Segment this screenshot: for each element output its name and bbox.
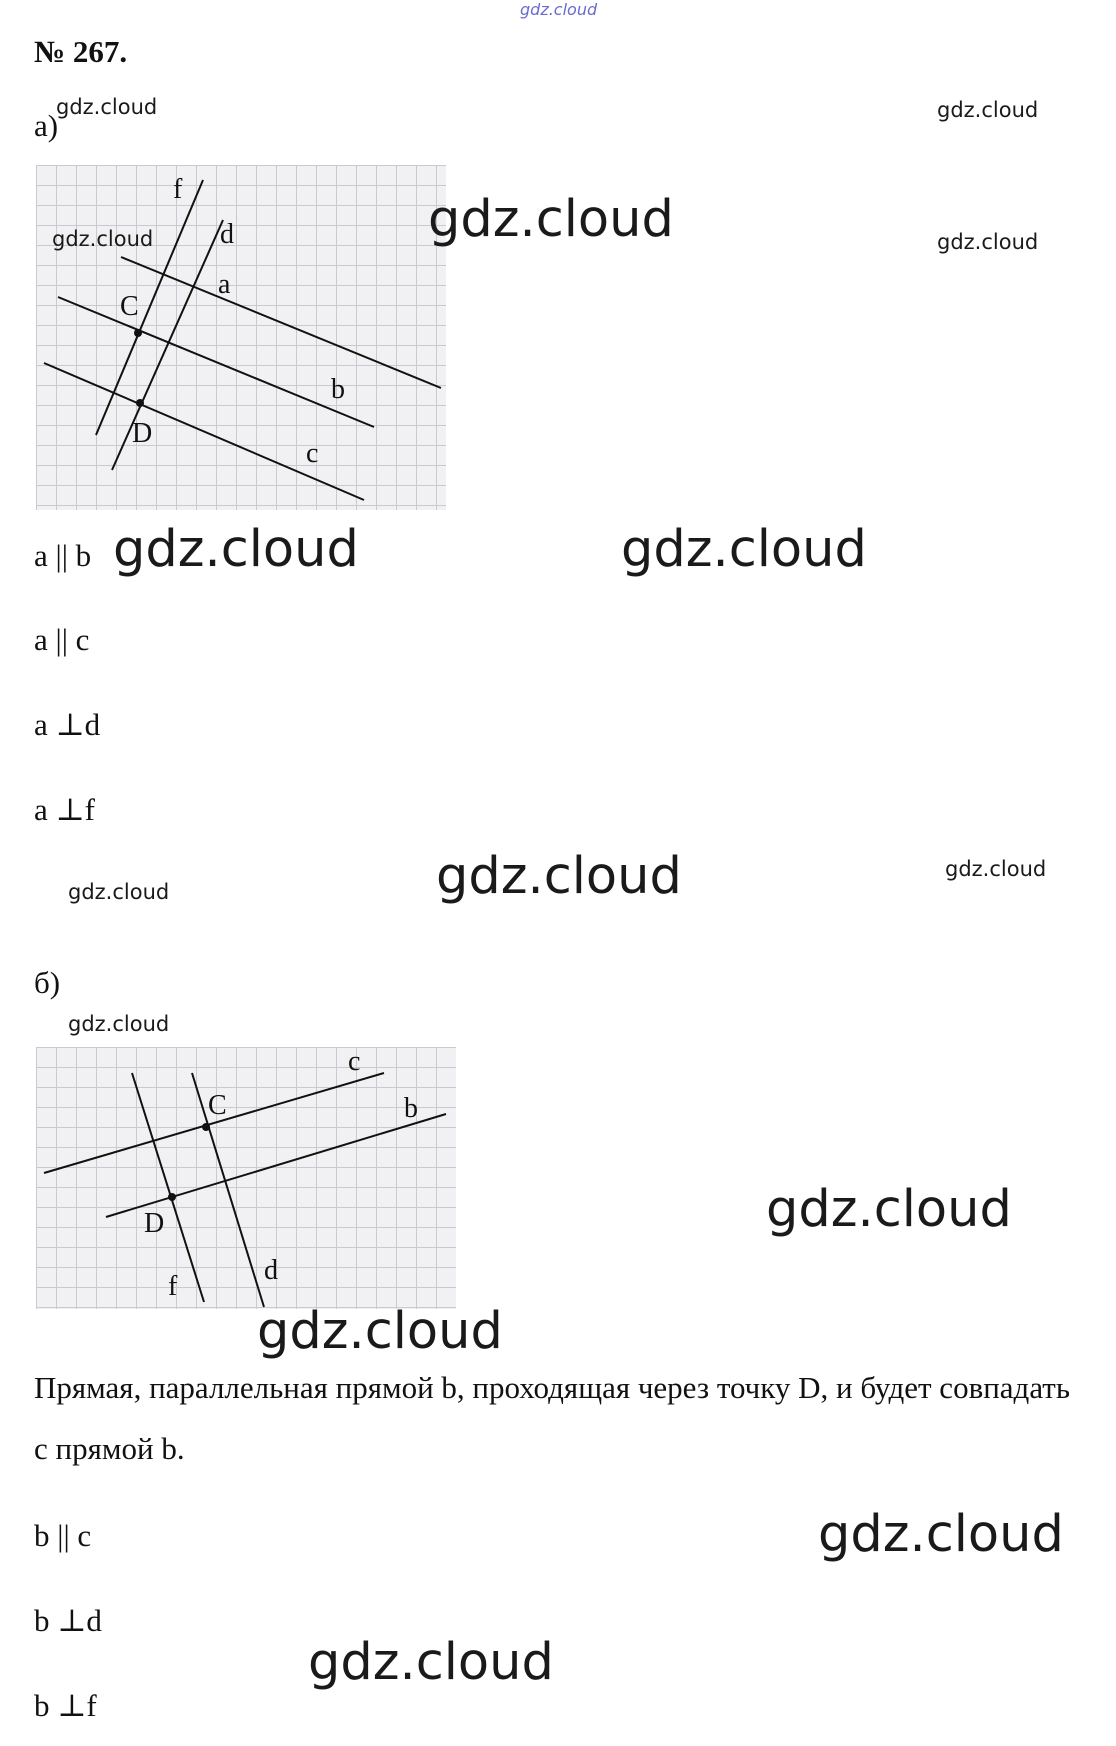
line-c (44, 363, 364, 500)
label-point-d: D (144, 1208, 165, 1239)
statement-a-4: a ⊥f (34, 792, 95, 827)
label-c: c (306, 438, 319, 469)
line-f (96, 180, 203, 435)
statement-b-2: b ⊥d (34, 1603, 102, 1638)
watermark: gdz.cloud (945, 857, 1047, 881)
watermark: gdz.cloud (937, 98, 1039, 122)
watermark: gdz.cloud (621, 520, 867, 579)
line-c (44, 1073, 384, 1173)
part-b-label: б) (34, 965, 61, 1000)
statement-b-3: b ⊥f (34, 1688, 97, 1723)
point-c (202, 1123, 210, 1131)
part-a-label: а) (34, 108, 59, 143)
label-point-d: D (132, 418, 153, 449)
watermark: gdz.cloud (937, 230, 1039, 254)
label-point-c: C (208, 1090, 227, 1121)
watermark: gdz.cloud (68, 1012, 170, 1036)
figure-b (36, 1047, 456, 1309)
paragraph-b: Прямая, параллельная прямой b, проходящая через точку D, и будет совпадать с прямой b. (34, 1370, 1070, 1466)
watermark: gdz.cloud (308, 1633, 554, 1692)
label-d: d (264, 1255, 278, 1286)
watermark: gdz.cloud (56, 95, 158, 119)
figure-b-drawing (36, 1047, 456, 1309)
point-d (168, 1193, 176, 1201)
label-f: f (173, 174, 183, 205)
watermark: gdz.cloud (818, 1505, 1064, 1564)
watermark: gdz.cloud (436, 847, 682, 906)
watermark: gdz.cloud (68, 880, 170, 904)
label-d: d (220, 219, 234, 250)
figure-a (36, 165, 446, 510)
watermark: gdz.cloud (257, 1302, 503, 1361)
point-c (134, 329, 142, 337)
statement-a-3: a ⊥d (34, 707, 101, 742)
label-b: b (404, 1093, 418, 1124)
watermark: gdz.cloud (428, 190, 674, 249)
statement-a-1: a || b (34, 538, 92, 573)
statement-a-2: a || c (34, 622, 90, 657)
line-a (121, 257, 441, 388)
label-b: b (331, 374, 345, 405)
label-f: f (168, 1271, 178, 1302)
statement-b-1: b || c (34, 1518, 92, 1553)
label-a: a (218, 269, 231, 300)
watermark: gdz.cloud (766, 1180, 1012, 1239)
label-c: c (348, 1047, 361, 1077)
watermark: gdz.cloud (113, 520, 359, 579)
line-d (192, 1073, 264, 1307)
problem-number: № 267. (34, 34, 128, 69)
line-b (58, 297, 374, 427)
point-d (136, 399, 144, 407)
line-b (106, 1114, 446, 1217)
figure-a-drawing (36, 165, 446, 510)
header-watermark: gdz.cloud (520, 0, 598, 19)
label-point-c: C (120, 291, 139, 322)
watermark: gdz.cloud (52, 227, 154, 251)
line-f (132, 1073, 204, 1302)
